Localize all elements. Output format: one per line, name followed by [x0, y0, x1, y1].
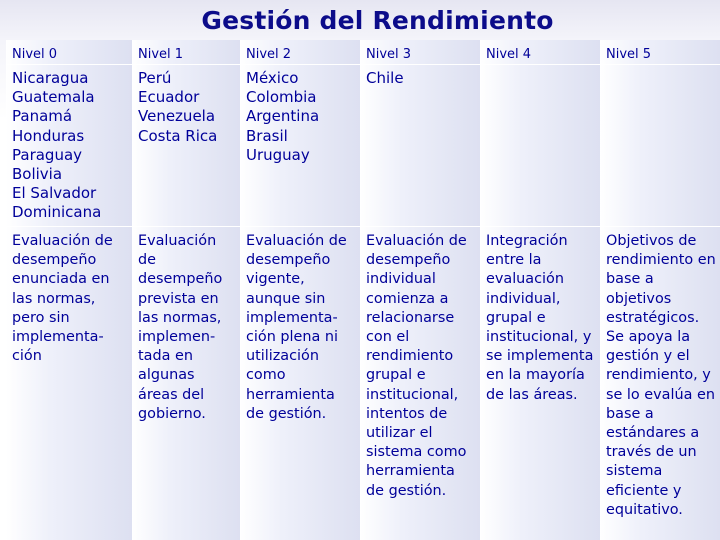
- level-header: Nivel 0: [12, 47, 58, 62]
- level-description: Evaluación de desempeño enunciada en las normas, pero sin implementa- ción: [12, 233, 113, 365]
- level-header: Nivel 3: [366, 47, 412, 62]
- level-description: Evaluación de desempeño individual comienza a relacionarse con el rendimiento grupal e institucional, intentos de utilizar el sistema como herramienta de gestión.: [366, 233, 467, 499]
- country-list: Perú Ecuador Venezuela Costa Rica: [138, 69, 218, 145]
- level-description: Evaluación de desempeño vigente, aunque sin implementa- ción plena ni utilización como herramienta de gestión.: [246, 233, 347, 422]
- level-column-0: [6, 40, 132, 540]
- level-header: Nivel 5: [606, 47, 652, 62]
- level-header: Nivel 1: [138, 47, 184, 62]
- row-divider-header: [6, 64, 720, 65]
- performance-levels-table: [6, 40, 720, 540]
- level-description: Integración entre la evaluación individual, grupal e institucional, y se implementa en la mayoría de las áreas.: [486, 233, 594, 403]
- level-column-3: [360, 40, 480, 540]
- level-column-5: [600, 40, 720, 540]
- country-list: Chile: [366, 69, 404, 87]
- level-description: Objetivos de rendimiento en base a objetivos estratégicos. Se apoya la gestión y el rendimiento, y se lo evalúa en base a estándares a través de un sistema eficiente y equitativo.: [606, 233, 716, 518]
- level-header: Nivel 4: [486, 47, 532, 62]
- level-description: Evaluación de desempeño prevista en las normas, implemen- tada en algunas áreas del gobierno.: [138, 233, 223, 422]
- country-list: Nicaragua Guatemala Panamá Honduras Paraguay Bolivia El Salvador Dominicana: [12, 69, 102, 222]
- slide-title: Gestión del Rendimiento: [201, 6, 554, 35]
- level-header: Nivel 2: [246, 47, 292, 62]
- level-column-2: [240, 40, 360, 540]
- level-column-1: [132, 40, 240, 540]
- level-column-4: [480, 40, 600, 540]
- country-list: México Colombia Argentina Brasil Uruguay: [246, 69, 320, 164]
- row-divider-countries: [6, 226, 720, 227]
